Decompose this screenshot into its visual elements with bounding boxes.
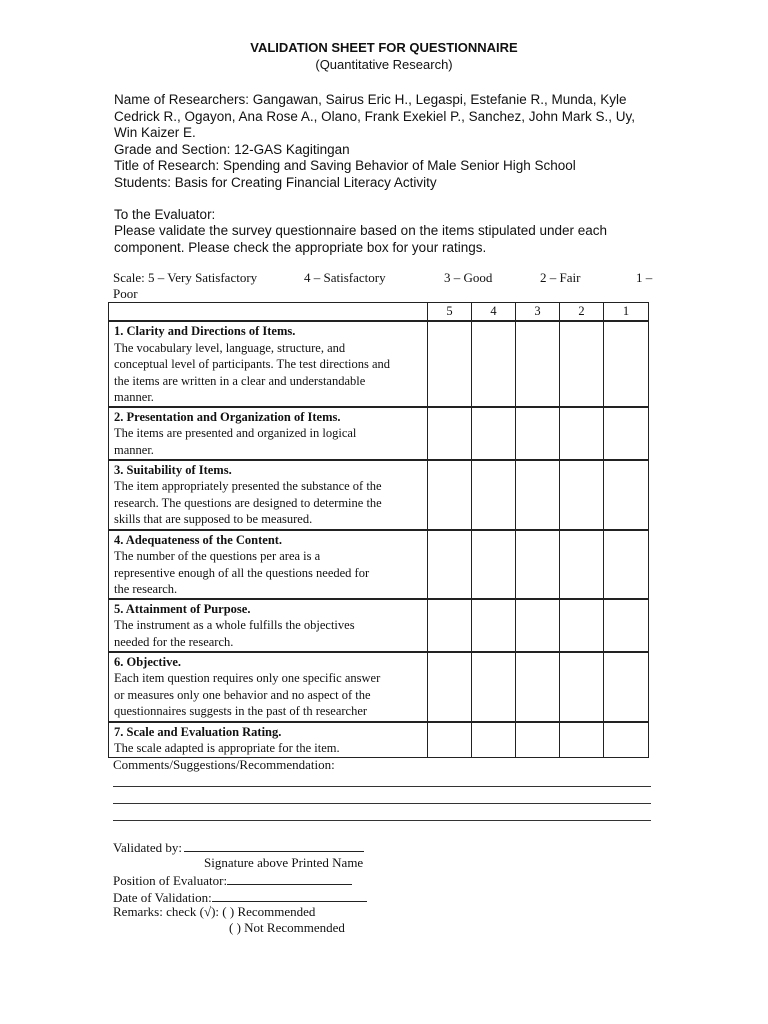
rating-checkbox-3[interactable] <box>516 599 560 652</box>
criteria-description-line: the research. <box>114 582 178 596</box>
criteria-description-line: The number of the questions per area is a <box>114 549 321 563</box>
position-row <box>113 871 352 889</box>
rating-checkbox-3[interactable] <box>516 530 560 599</box>
rating-checkbox-2[interactable] <box>560 321 604 407</box>
rating-checkbox-1[interactable] <box>604 652 649 722</box>
scale-satisfactory: 4 – Satisfactory <box>304 270 386 285</box>
criteria-description-line: skills that are supposed to be measured. <box>114 512 313 526</box>
rating-checkbox-5[interactable] <box>428 530 472 599</box>
rating-checkbox-2[interactable] <box>560 460 604 530</box>
remarks-recommended[interactable]: Remarks: check (√): ( ) Recommended <box>113 904 316 919</box>
instruction-line-2: component. Please check the appropriate box for your ratings. <box>114 240 487 255</box>
criteria-title: 6. Objective. <box>114 654 181 669</box>
criteria-cell <box>109 530 428 599</box>
rating-checkbox-5[interactable] <box>428 652 472 722</box>
criteria-row <box>109 460 649 530</box>
criteria-title: 5. Attainment of Purpose. <box>114 601 251 616</box>
criteria-title: 3. Suitability of Items. <box>114 462 232 477</box>
date-label: Date of Validation: <box>113 890 212 905</box>
criteria-description-line: The vocabulary level, language, structure, and <box>114 340 346 355</box>
validation-table-body <box>109 303 649 758</box>
criteria-description-line: manner. <box>114 442 154 457</box>
criteria-description-line: questionnaires suggests in the past of th researcher <box>114 704 368 718</box>
rating-checkbox-3[interactable] <box>516 460 560 530</box>
rating-checkbox-1[interactable] <box>604 460 649 530</box>
researchers-line-2: Cedrick R., Ogayon, Ana Rose A., Olano, Frank Exekiel P., Sanchez, John Mark S., Uy, <box>114 109 635 124</box>
criteria-description-line: The item appropriately presented the substance of the <box>114 479 382 493</box>
criteria-cell <box>109 652 428 722</box>
comments-line-3[interactable] <box>113 820 651 821</box>
rating-checkbox-2[interactable] <box>560 530 604 599</box>
instruction-line-1: Please validate the survey questionnaire based on the items stipulated under each <box>114 223 608 238</box>
research-title-line-1: Title of Research: Spending and Saving Behavior of Male Senior High School <box>114 158 576 173</box>
rating-checkbox-4[interactable] <box>472 722 516 758</box>
criteria-row <box>109 599 649 652</box>
rating-checkbox-4[interactable] <box>472 599 516 652</box>
rating-checkbox-1[interactable] <box>604 407 649 460</box>
rating-checkbox-5[interactable] <box>428 722 472 758</box>
scale-good: 3 – Good <box>444 270 493 285</box>
criteria-row <box>109 530 649 599</box>
criteria-description-line: The instrument as a whole fulfills the objectives <box>114 618 355 632</box>
criteria-description-line: needed for the research. <box>114 634 234 649</box>
sheet-subtitle: (Quantitative Research) <box>315 57 453 72</box>
rating-header-row <box>109 303 649 322</box>
scale-fair: 2 – Fair <box>540 270 581 285</box>
validated-by-label: Validated by: <box>113 840 182 855</box>
criteria-row <box>109 652 649 722</box>
criteria-description-line: Each item question requires only one specific answer <box>114 671 381 685</box>
rating-checkbox-1[interactable] <box>604 530 649 599</box>
criteria-description-line: The scale adapted is appropriate for the item. <box>114 741 340 755</box>
rating-checkbox-4[interactable] <box>472 530 516 599</box>
rating-checkbox-2[interactable] <box>560 652 604 722</box>
criteria-description-line: The items are presented and organized in logical <box>114 426 357 440</box>
rating-checkbox-2[interactable] <box>560 722 604 758</box>
validated-by-field[interactable] <box>184 838 364 852</box>
researchers-line-3: Win Kaizer E. <box>114 125 196 140</box>
criteria-cell <box>109 722 428 758</box>
scale-poor-number: 1 – <box>636 270 653 285</box>
rating-header-4: 4 <box>472 303 516 322</box>
criteria-title: 1. Clarity and Directions of Items. <box>114 324 296 338</box>
criteria-title: 2. Presentation and Organization of Items. <box>114 409 341 424</box>
signature-caption: Signature above Printed Name <box>204 855 364 870</box>
rating-checkbox-3[interactable] <box>516 407 560 460</box>
criteria-description-line: or measures only one behavior and no aspect of the <box>114 687 371 702</box>
rating-header-5: 5 <box>428 303 472 322</box>
validated-by-row <box>113 838 364 856</box>
criteria-cell <box>109 407 428 460</box>
scale-very-satisfactory: Scale: 5 – Very Satisfactory <box>113 270 258 285</box>
researchers-line-1: Name of Researchers: Gangawan, Sairus Eric H., Legaspi, Estefanie R., Munda, Kyle <box>114 92 627 107</box>
validation-table <box>108 302 649 758</box>
criteria-cell <box>109 599 428 652</box>
criteria-row <box>109 722 649 758</box>
rating-checkbox-2[interactable] <box>560 407 604 460</box>
position-label: Position of Evaluator: <box>113 873 228 888</box>
grade-section: Grade and Section: 12-GAS Kagitingan <box>114 142 350 157</box>
rating-checkbox-1[interactable] <box>604 321 649 407</box>
criteria-title: 4. Adequateness of the Content. <box>114 532 283 547</box>
rating-checkbox-3[interactable] <box>516 321 560 407</box>
scale-poor-label: Poor <box>113 286 138 301</box>
rating-checkbox-3[interactable] <box>516 652 560 722</box>
rating-checkbox-5[interactable] <box>428 460 472 530</box>
rating-header-3: 3 <box>516 303 560 322</box>
rating-checkbox-2[interactable] <box>560 599 604 652</box>
criteria-description-line: conceptual level of participants. The test directions and <box>114 357 391 371</box>
criteria-cell <box>109 321 428 407</box>
rating-checkbox-3[interactable] <box>516 722 560 758</box>
criteria-header-cell <box>109 303 428 322</box>
rating-checkbox-5[interactable] <box>428 407 472 460</box>
rating-checkbox-4[interactable] <box>472 460 516 530</box>
comments-label: Comments/Suggestions/Recommendation: <box>113 757 335 772</box>
criteria-row <box>109 321 649 407</box>
rating-header-1: 1 <box>604 303 649 322</box>
comments-line-1[interactable] <box>113 786 651 787</box>
date-field[interactable] <box>212 888 367 902</box>
rating-checkbox-5[interactable] <box>428 321 472 407</box>
rating-header-2: 2 <box>560 303 604 322</box>
sheet-title: VALIDATION SHEET FOR QUESTIONNAIRE <box>250 40 518 55</box>
comments-line-2[interactable] <box>113 803 651 804</box>
rating-checkbox-5[interactable] <box>428 599 472 652</box>
criteria-description-line: research. The questions are designed to determine the <box>114 495 382 510</box>
position-field[interactable] <box>227 871 352 885</box>
criteria-description-line: manner. <box>114 390 154 404</box>
criteria-cell <box>109 460 428 530</box>
rating-checkbox-1[interactable] <box>604 599 649 652</box>
criteria-title: 7. Scale and Evaluation Rating. <box>114 724 282 739</box>
criteria-row <box>109 407 649 460</box>
rating-checkbox-4[interactable] <box>472 321 516 407</box>
criteria-description-line: the items are written in a clear and understandable <box>114 373 366 388</box>
criteria-description-line: representive enough of all the questions needed for <box>114 565 370 580</box>
evaluator-greeting: To the Evaluator: <box>114 207 216 222</box>
rating-checkbox-4[interactable] <box>472 407 516 460</box>
remarks-not-recommended[interactable]: ( ) Not Recommended <box>229 920 345 935</box>
research-title-line-2: Students: Basis for Creating Financial Literacy Activity <box>114 175 437 190</box>
rating-checkbox-1[interactable] <box>604 722 649 758</box>
rating-checkbox-4[interactable] <box>472 652 516 722</box>
